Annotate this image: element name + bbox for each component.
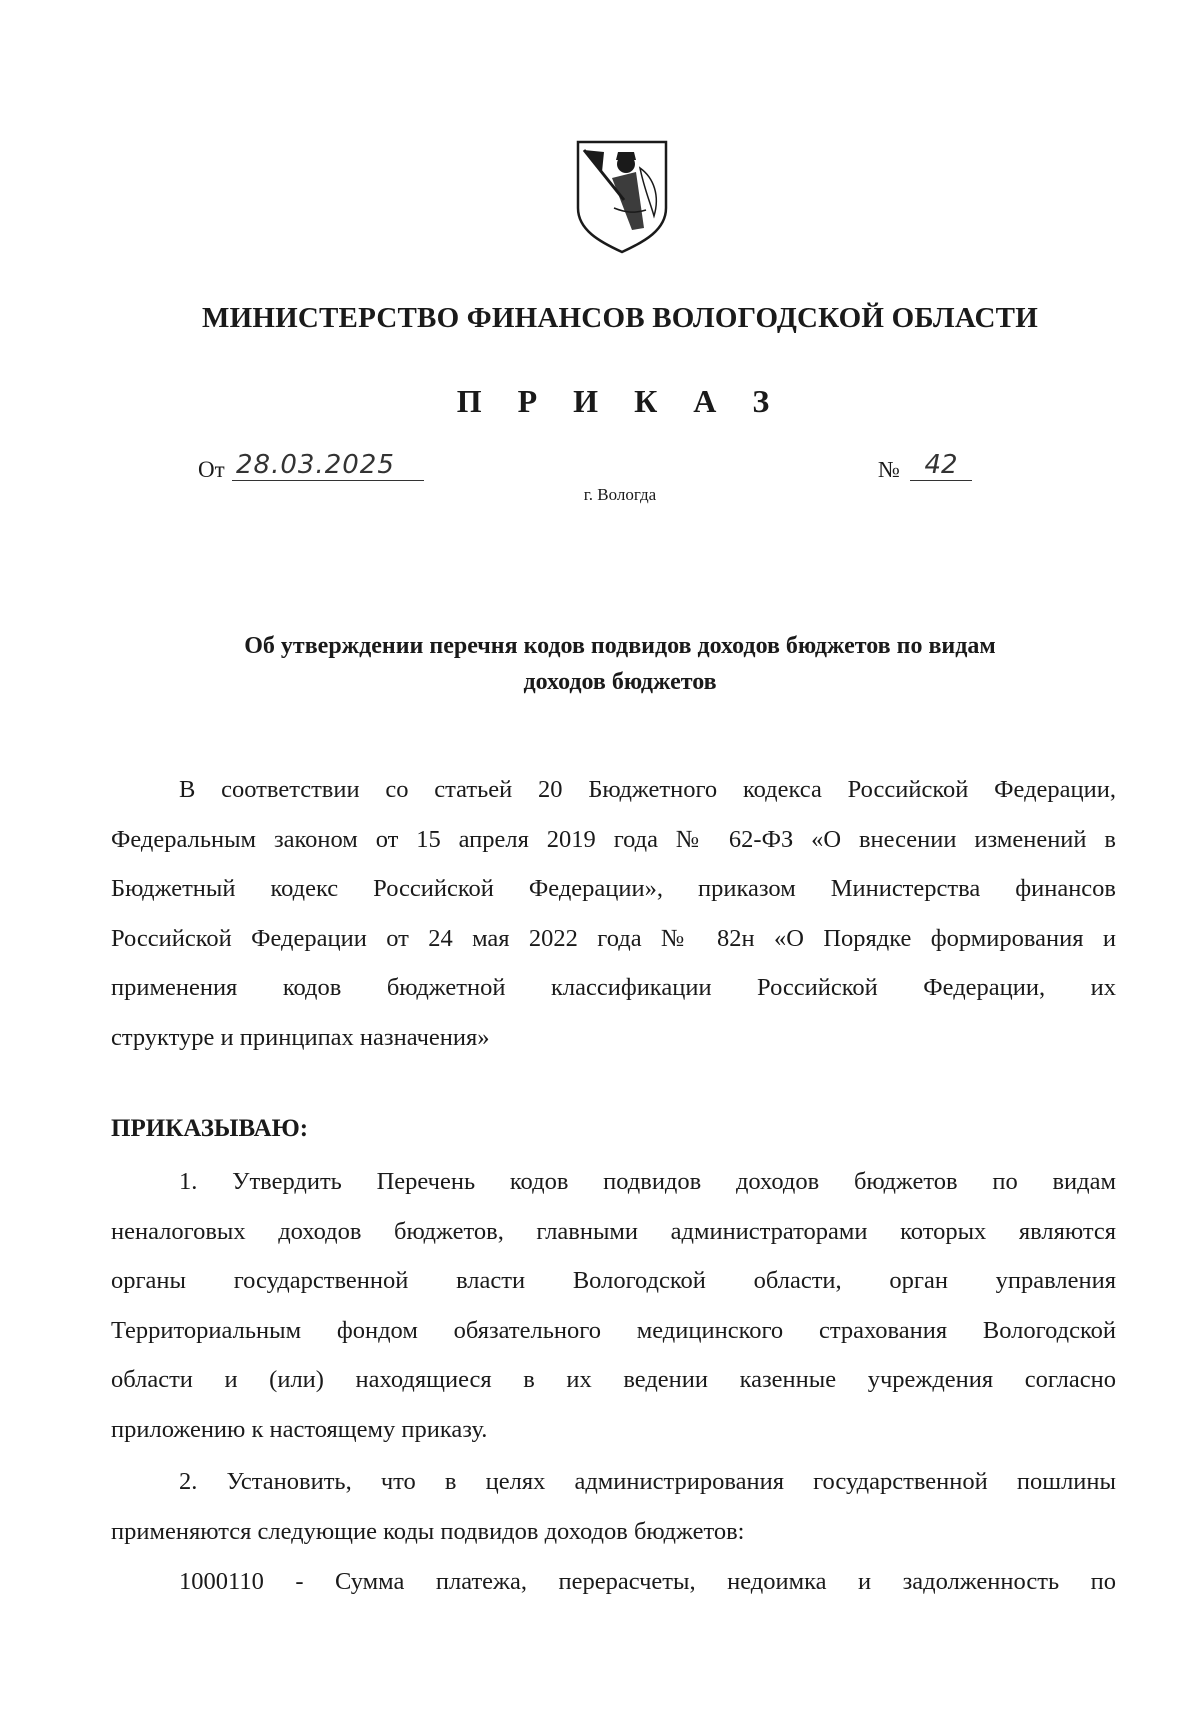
text-line: 1. Утвердить Перечень кодов подвидов доходов бюджетов по видам bbox=[179, 1168, 1116, 1195]
ministry-heading: МИНИСТЕРСТВО ФИНАНСОВ ВОЛОГОДСКОЙ ОБЛАСТИ bbox=[202, 302, 1038, 334]
document-type-title: П Р И К А З bbox=[456, 383, 784, 419]
text-line: Бюджетный кодекс Российской Федерации», приказом Министерства финансов bbox=[111, 875, 1116, 902]
number-label: № bbox=[878, 457, 900, 482]
date-label: От bbox=[198, 457, 225, 482]
city-label: г. Вологда bbox=[583, 485, 657, 504]
date-value-handwritten: 28.03.2025 bbox=[232, 450, 424, 481]
order-directive: ПРИКАЗЫВАЮ: bbox=[111, 1115, 309, 1142]
text-line: 2. Установить, что в целях администрирования государственной пошлины bbox=[179, 1468, 1116, 1495]
preamble-paragraph bbox=[111, 765, 1116, 1062]
order-item-3 bbox=[111, 1557, 1116, 1607]
text-line: структуре и принципах назначения» bbox=[111, 1023, 490, 1051]
order-item-1 bbox=[111, 1157, 1116, 1454]
document-subject bbox=[0, 628, 1200, 700]
text-line: Федеральным законом от 15 апреля 2019 года № 62-ФЗ «О внесении изменений в bbox=[111, 825, 1116, 853]
text-line: органы государственной власти Вологодской области, орган управления bbox=[111, 1267, 1116, 1294]
text-line: неналоговых доходов бюджетов, главными администраторами которых являются bbox=[111, 1217, 1116, 1245]
text-line: Российской Федерации от 24 мая 2022 года № 82н «О Порядке формирования и bbox=[111, 924, 1116, 952]
text-line: применения кодов бюджетной классификации Российской Федерации, их bbox=[111, 974, 1116, 1001]
number-value-handwritten: 42 bbox=[910, 450, 972, 481]
subject-line: доходов бюджетов bbox=[523, 669, 717, 695]
text-line: В соответствии со статьей 20 Бюджетного кодекса Российской Федерации, bbox=[179, 776, 1116, 803]
text-line: Территориальным фондом обязательного медицинского страхования Вологодской bbox=[111, 1316, 1116, 1344]
text-line: области и (или) находящиеся в их ведении казенные учреждения согласно bbox=[111, 1366, 1116, 1393]
coat-of-arms-icon bbox=[574, 138, 670, 256]
order-item-2 bbox=[111, 1457, 1116, 1556]
text-line: приложению к настоящему приказу. bbox=[111, 1415, 488, 1443]
text-line: применяются следующие коды подвидов доходов бюджетов: bbox=[111, 1517, 745, 1545]
subject-line: Об утверждении перечня кодов подвидов доходов бюджетов по видам bbox=[244, 633, 996, 659]
text-line: 1000110 - Сумма платежа, перерасчеты, недоимка и задолженность по bbox=[179, 1568, 1116, 1595]
